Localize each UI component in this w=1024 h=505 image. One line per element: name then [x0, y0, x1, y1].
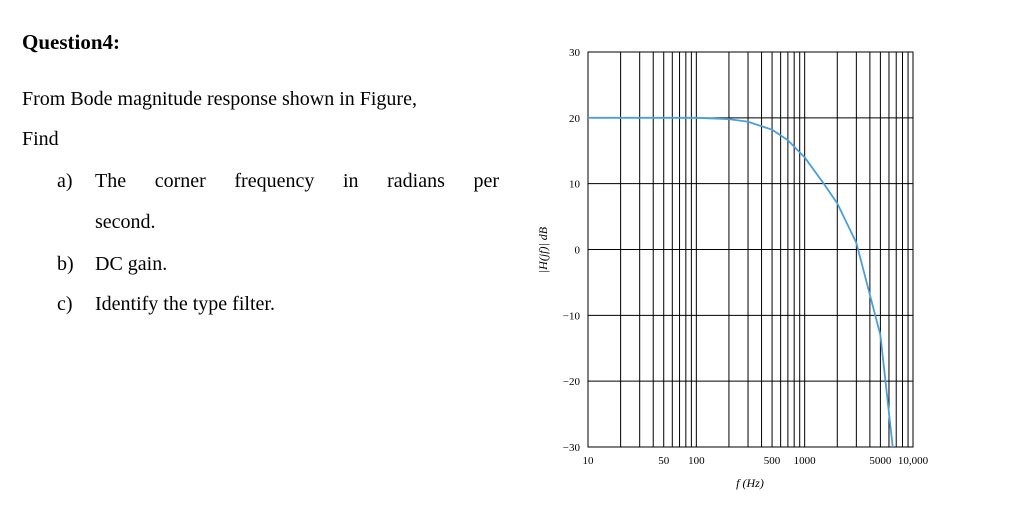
question-title: Question4: — [22, 30, 121, 54]
x-axis-label: f (Hz) — [736, 476, 764, 490]
x-tick-label: 10 — [582, 455, 594, 467]
y-tick-label: 30 — [569, 47, 580, 59]
y-axis-label: |H(jf)| dB — [536, 226, 550, 274]
item-a-continuation: second. — [95, 211, 156, 233]
item-c-marker: c) — [57, 293, 73, 315]
question-intro: From Bode magnitude response shown in Figure, — [22, 88, 417, 110]
x-tick-label: 100 — [688, 455, 705, 467]
y-tick-label: 20 — [569, 112, 580, 125]
x-tick-label: 1000 — [793, 455, 816, 467]
y-tick-label: −20 — [562, 376, 580, 389]
item-a-marker: a) — [57, 170, 73, 192]
magnitude-response-line — [588, 118, 893, 447]
y-tick-label: 10 — [569, 178, 580, 191]
x-tick-label: 50 — [658, 455, 670, 467]
item-c-text: Identify the type filter. — [95, 293, 275, 315]
y-tick-label: −30 — [562, 442, 580, 454]
x-tick-label: 500 — [763, 455, 781, 467]
item-a-text: The corner frequency in radians per — [95, 170, 499, 192]
x-tick-label: 10,000 — [897, 455, 929, 467]
y-tick-label: −10 — [562, 310, 580, 323]
item-b-text: DC gain. — [95, 253, 168, 275]
x-tick-label: 5000 — [869, 455, 892, 467]
item-b-marker: b) — [57, 253, 74, 275]
y-tick-label: 0 — [574, 244, 580, 257]
find-label: Find — [22, 128, 59, 150]
